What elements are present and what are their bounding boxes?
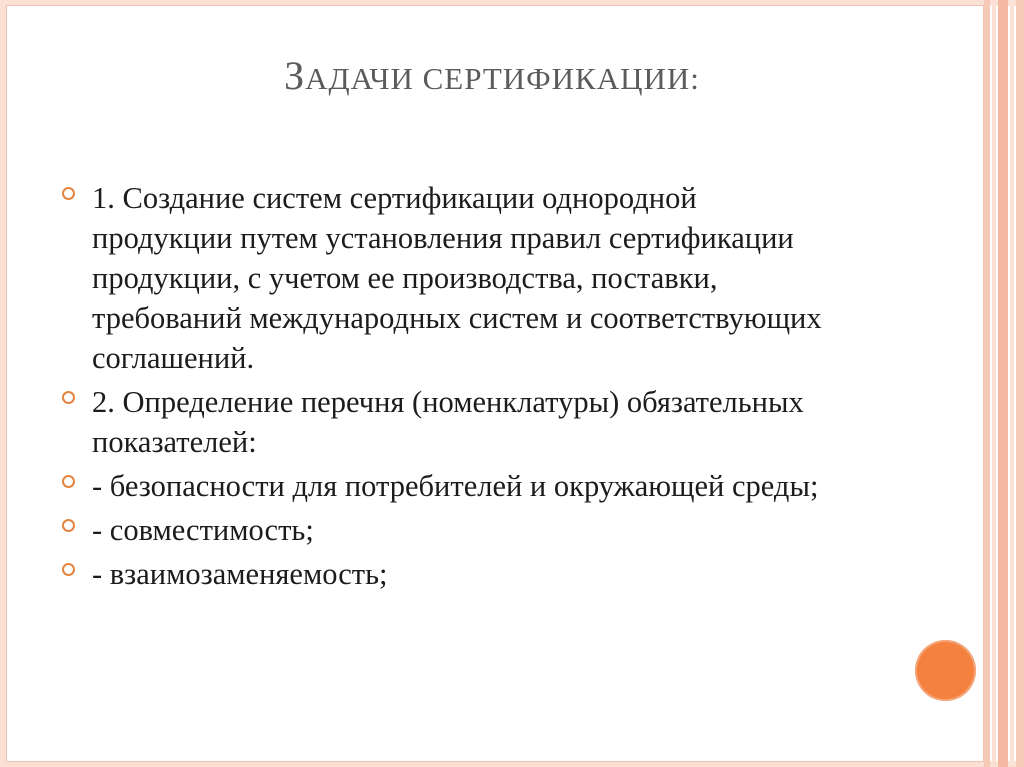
decor-stripe bbox=[1016, 0, 1024, 767]
bullet-text: 1. Создание систем сертификации однородной продукции путем установления правил сертификации продукции, с учетом ее производства, поставки, требований международных систем и соответствующих соглашений. bbox=[92, 181, 822, 375]
bullet-text: - безопасности для потребителей и окружающей среды; bbox=[92, 469, 819, 503]
bullet-item bbox=[62, 466, 822, 506]
bullet-item bbox=[62, 382, 822, 462]
bullet-item bbox=[62, 178, 822, 378]
bullet-list bbox=[62, 178, 822, 598]
bullet-text: - совместимость; bbox=[92, 513, 314, 547]
bullet-item bbox=[62, 554, 822, 594]
ring-bullet-icon bbox=[62, 563, 75, 576]
ring-bullet-icon bbox=[62, 519, 75, 532]
bullet-item bbox=[62, 510, 822, 550]
bullet-text: - взаимозаменяемость; bbox=[92, 557, 388, 591]
ring-bullet-icon bbox=[62, 187, 75, 200]
ring-bullet-icon bbox=[62, 475, 75, 488]
bullet-text: 2. Определение перечня (номенклатуры) обязательных показателей: bbox=[92, 385, 804, 459]
slide-title bbox=[0, 52, 984, 99]
decor-stripe bbox=[1010, 0, 1014, 767]
decor-stripe bbox=[984, 0, 990, 767]
ring-bullet-icon bbox=[62, 391, 75, 404]
title-rest: АДАЧИ СЕРТИФИКАЦИИ: bbox=[305, 61, 700, 96]
orange-circle-icon bbox=[915, 640, 976, 701]
title-initial: З bbox=[284, 53, 306, 98]
decor-stripe bbox=[998, 0, 1008, 767]
decor-stripe bbox=[992, 0, 996, 767]
